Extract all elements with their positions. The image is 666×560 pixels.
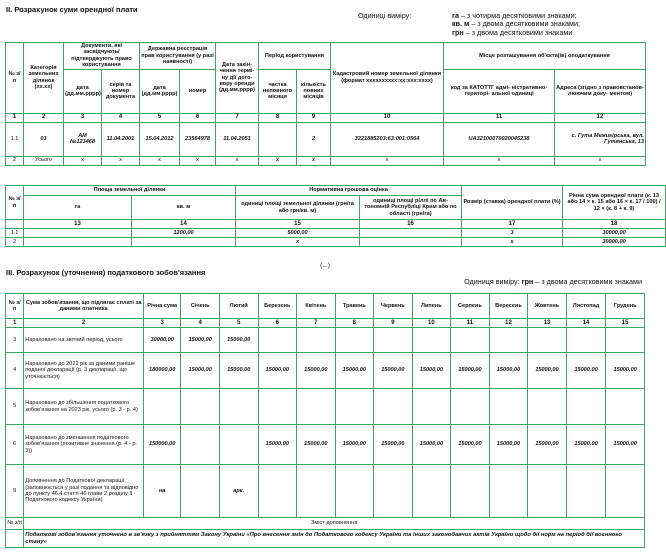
- index-row: 13 14 15 16 17 18: [6, 220, 666, 229]
- th2-rate: Розмір (ставка) орендної плати (%): [462, 186, 563, 220]
- table-row: 6 Нараховано до зменшення податкового зобов'язання (позитивне значення (р. 4 - р. 3)) 150000,00 15000,00 15000,00 15000,00 15000,00 15000,00 15000,00 15000,00 15000,00 15000,00 15000,00: [6, 425, 645, 465]
- th2-ga: га: [24, 196, 132, 220]
- th-reg-num: номер: [180, 69, 216, 113]
- th-period-part: частка неповного місяця: [259, 69, 297, 113]
- unit-kvm: кв. м – з двома десятковими знаками;: [452, 19, 580, 29]
- table-row: 1.1 03 АМ №123468 11.04.2001 15.04.2012 23564978 11.04.2051 2 3221885203:63:001:0564 UA32100070020045238 с. Гута Межигірська, вул. Гутянська, 13: [6, 122, 646, 156]
- th-period: Період користування: [259, 43, 331, 70]
- th-docs: Документи, які засвідчують/ підтверджують право користування: [64, 43, 140, 70]
- rent-calculation-table: [5, 42, 646, 166]
- th2-kvm: кв. м: [132, 196, 236, 220]
- th3-month-nov: Листопад: [566, 294, 606, 319]
- th3-month-oct: Жовтень: [528, 294, 567, 319]
- th2-ngo2: одиниці площі ріллі по Ав- тономній Республіці Крим або по області (грн/га): [360, 196, 462, 220]
- th3-month-jul: Липень: [412, 294, 451, 319]
- th-address: Адреса (згідно з правовстанов- люючим доку- ментом): [555, 69, 646, 113]
- th3-month-apr: Квітень: [297, 294, 336, 319]
- th3-month-feb: Лютий: [219, 294, 258, 319]
- th-num: № з/п: [6, 43, 24, 114]
- th-location: Місце розташування об'єкта(ів) оподаткування: [444, 43, 646, 70]
- index-row: 1 2 3 4 5 6 7 8 9 10 11 12 13 14 15: [6, 319, 645, 328]
- section3-units: Одиниця виміру: грн – з двома десятковими знаками: [464, 277, 642, 286]
- th3-month-dec: Грудень: [606, 294, 645, 319]
- th3-month-sep: Вересень: [489, 294, 528, 319]
- th2-area: Площа земельної ділянки: [24, 186, 236, 196]
- th3-annual: Річна сума: [143, 294, 181, 319]
- th3-month-may: Травень: [335, 294, 374, 319]
- content-row: № з/п Зміст доповнення: [6, 518, 645, 530]
- table-row: 5 Нараховано до збільшення податкового зобов'язання на 2023 рік, усього (р. 3 - р. 4): [6, 389, 645, 425]
- th3-month-mar: Березень: [258, 294, 297, 319]
- th2-annual: Річна сума орендної плати (к. 13 або 14 × к. 15 або 16 × к. 17 / 100) / 12 × (к. 8 + к. 9): [563, 186, 666, 220]
- th3-month-aug: Серпень: [451, 294, 490, 319]
- unit-ga: га – з чотирма десятковими знаками;: [452, 11, 577, 20]
- units-list: [452, 12, 580, 37]
- th3-name: Сума зобов'язання, що підлягає сплаті за даними платника: [24, 294, 144, 319]
- table-row: 1.1 1200,00 5000,00 3 30000,00: [6, 229, 666, 238]
- th-cadastre: Кадастровий номер земельної ділянки (формат хххххххххх:хх:ххх:хххх): [331, 43, 444, 114]
- table-row-total: 2 x x 30000,00: [6, 238, 666, 247]
- table-row: 9 Доповнення до Податкової декларації (заповнюється у разі подання та відповідно до пункту 46.4 статті 46 глави 2 розділу II Податкового кодексу України) на арк.: [6, 465, 645, 518]
- th2-ngo: Нормативна грошова оцінка: [236, 186, 462, 196]
- units-label: Одиниці виміру:: [358, 11, 412, 20]
- th-doc-series: серія та номер документа: [102, 69, 140, 113]
- section2-title: II. Розрахунок суми орендної плати: [6, 5, 138, 14]
- table-row-total: 2 Усього x x x x x x x x x x: [6, 156, 646, 165]
- th2-ngo1: одиниці площі земельної ділянки (грн/га або грн/кв. м): [236, 196, 360, 220]
- index-row: 1 2 3 4 5 6 7 8 9 10 11 12: [6, 113, 646, 122]
- tax-liability-table: [5, 293, 645, 548]
- section3-title: III. Розрахунок (уточнення) податкового зобов'язання: [6, 268, 206, 277]
- th-category: Категорія земельних ділянок (хх.хх): [24, 43, 64, 114]
- th3-month-jun: Червень: [374, 294, 413, 319]
- th-end-date: Дата закін- чення термі- ну дії дого- вору оренди (дд.мм.рррр): [216, 43, 259, 114]
- th3-month-jan: Січень: [181, 294, 220, 319]
- table-row: 3 Нараховано на звітний період, усього 30000,00 15000,00 15000,00: [6, 328, 645, 353]
- ellipsis: (...): [320, 262, 330, 269]
- table-row: 4 Нараховано до 2022 рік за даними раніше поданої декларації (р. 3 декларації, що уточнюється) 180000,00 15000,00 15000,00 15000,00 15000,00 15000,00 15000,00 15000,00 15000,00 15000,00 15000,00 15000,00 15000,00: [6, 353, 645, 389]
- th-period-full: кількість повних місяців: [297, 69, 331, 113]
- th-reg-date: дата (дд.мм.рррр): [140, 69, 180, 113]
- th-doc-date: дата (дд.мм.рррр): [64, 69, 102, 113]
- unit-grn: грн – з двома десятковими знаками: [452, 27, 573, 37]
- th3-num: № з/п: [6, 294, 24, 319]
- th-katottg: код за КАТОТТГ адмі- ністративно-територі- альної одиниці: [444, 69, 555, 113]
- footer-row: Податкові зобов'язання уточнено в зв'язку з прийняттям Закону України «Про внесення змін до Податкового кодексу України та інших законодавчих актів України щодо дії норм на період дії воєнного стану»: [6, 530, 645, 548]
- th-registration: Державна реєстрація прав користування (у разі наявності): [140, 43, 216, 70]
- land-valuation-table: [5, 185, 666, 247]
- th2-num: № з/п: [6, 186, 24, 220]
